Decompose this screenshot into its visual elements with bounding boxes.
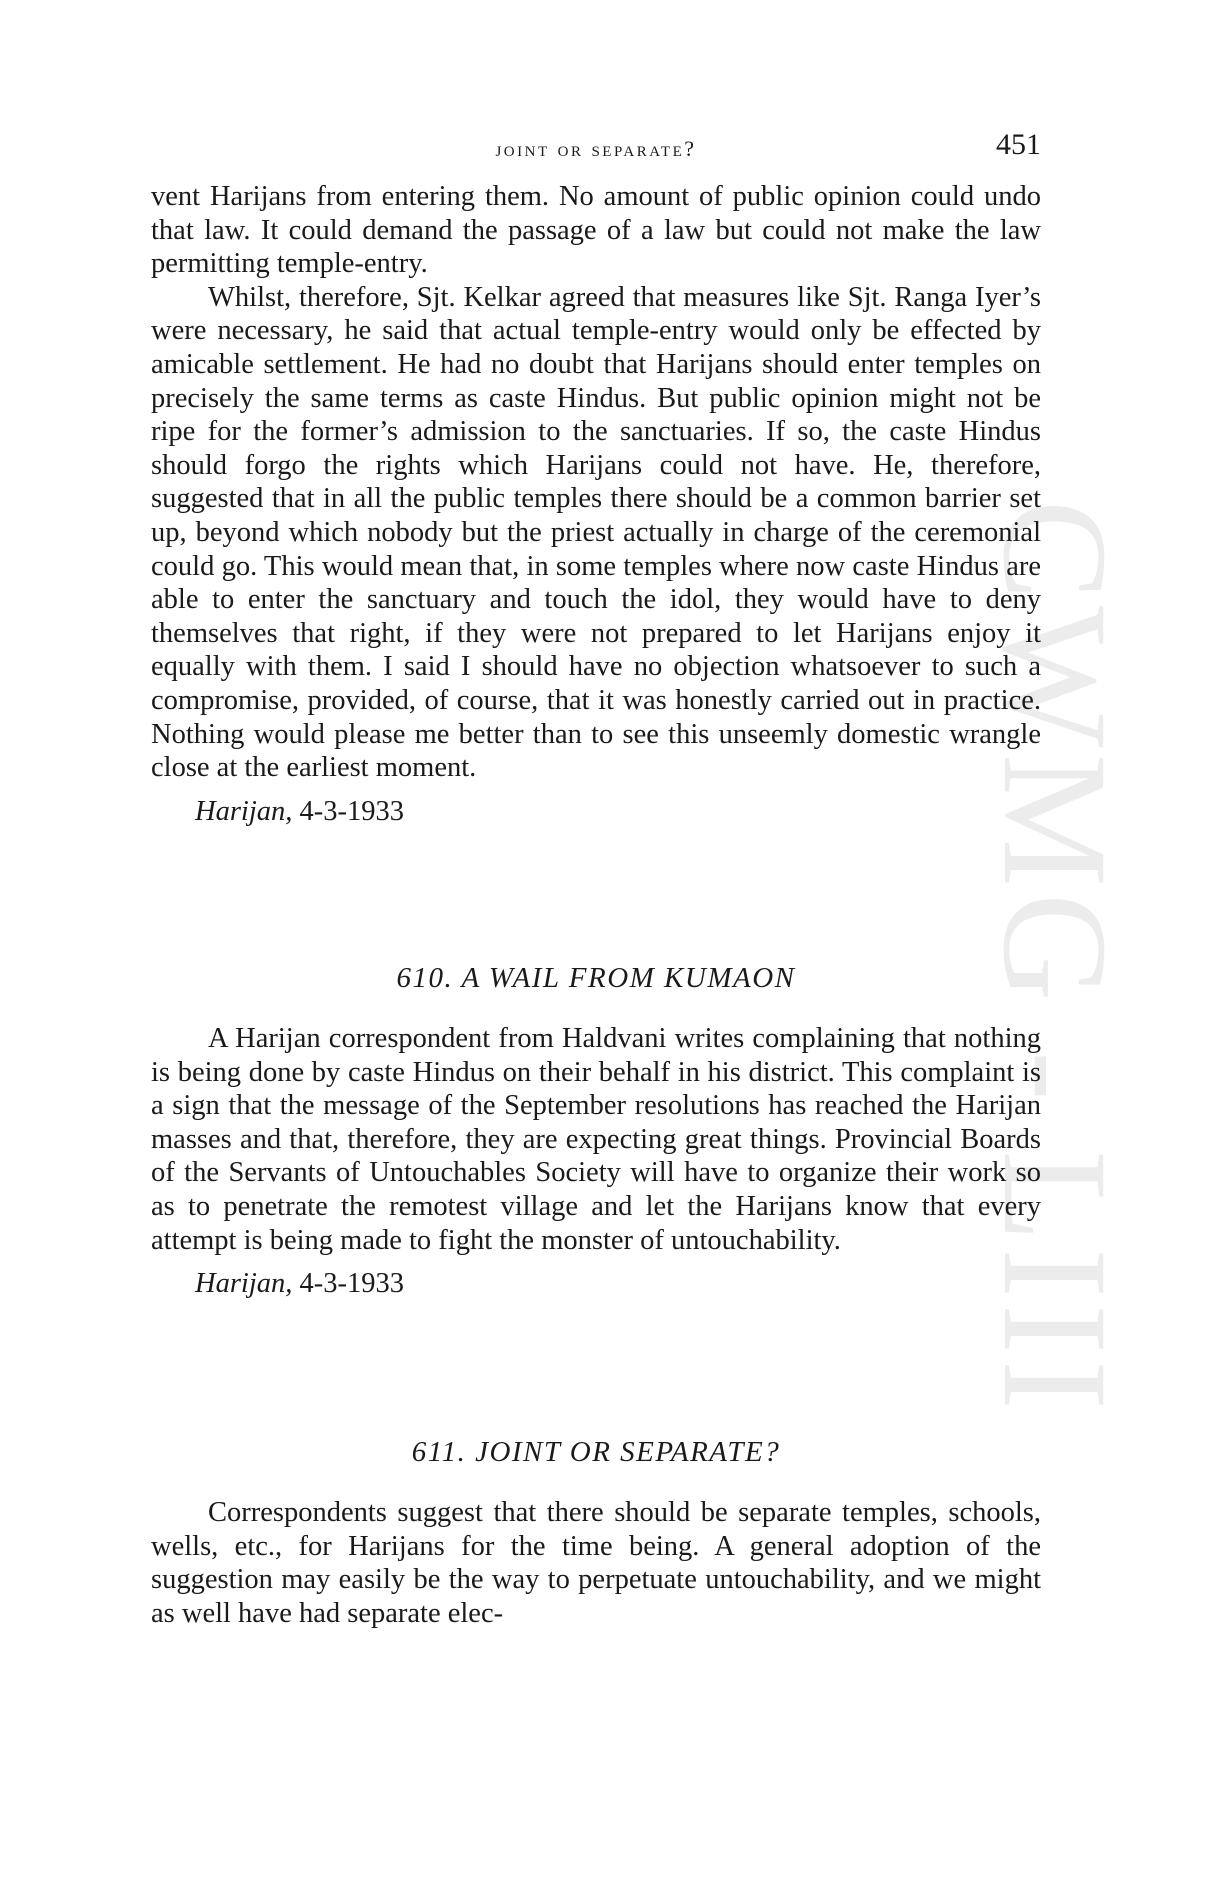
- continued-text: [151, 180, 1041, 829]
- section-610: [151, 958, 1041, 998]
- section-title: 610. A WAIL FROM KUMAON: [396, 962, 796, 994]
- section-611: [151, 1432, 1041, 1472]
- paragraph: Correspondents suggest that there should be separate temples, schools, wells, etc., for Harijans for the time being. A general adoption of the suggestion may easily be the way to perpetuate untouchability, and we might as well have had separate elec-: [151, 1497, 1041, 1629]
- source-date: 4-3-1933: [299, 795, 404, 827]
- source-date: 4-3-1933: [299, 1268, 404, 1300]
- source-citation: [151, 1267, 1041, 1301]
- paragraph: vent Harijans from entering them. No amount of public opinion could undo that law. It could demand the passage of a law but could not make the law permitting temple-entry.: [151, 181, 1041, 280]
- page-number: 451: [996, 128, 1041, 161]
- section-610-body: [151, 1022, 1041, 1301]
- section-611-body: [151, 1496, 1041, 1630]
- paragraph: A Harijan correspondent from Haldvani writes complaining that nothing is being done by caste Hindus on their behalf in his district. This complaint is a sign that the message of the September resolutions has reached the Harijan masses and that, therefore, they are expecting great things. Provincial Boards of the Servants of Untouchables Society will have to organize their work so as to penetrate the remotest village and let the Harijans know that every attempt is being made to fight the monster of untouchability.: [151, 1023, 1041, 1256]
- running-head-title: joint or separate?: [495, 136, 697, 161]
- watermark: CWMG - LIII: [972, 500, 1138, 1416]
- source-publication: Harijan,: [195, 795, 293, 827]
- source-citation: [151, 795, 1041, 829]
- section-title: 611. JOINT OR SEPARATE?: [411, 1436, 781, 1468]
- paragraph: Whilst, therefore, Sjt. Kelkar agreed that measures like Sjt. Ranga Iyer’s were necessary, he said that actual temple-entry would only be effected by amicable settlement. He had no doubt that Harijans should enter temples on precisely the same terms as caste Hindus. But public opinion might not be ripe for the former’s admission to the sanctuaries. If so, the caste Hindus should forgo the rights which Harijans could not have. He, therefore, suggested that in all the public temples there should be a common barrier set up, beyond which nobody but the priest actually in charge of the ceremonial could go. This would mean that, in some temples where now caste Hindus are able to enter the sanctuary and touch the idol, they would have to deny themselves that right, if they were not prepared to let Harijans enjoy it equally with them. I said I should have no objection whatsoever to such a compromise, provided, of course, that it was honestly carried out in practice. Nothing would please me better than to see this unseemly domestic wrangle close at the earliest moment.: [151, 281, 1041, 784]
- source-publication: Harijan,: [195, 1268, 293, 1300]
- running-head: [151, 128, 1041, 168]
